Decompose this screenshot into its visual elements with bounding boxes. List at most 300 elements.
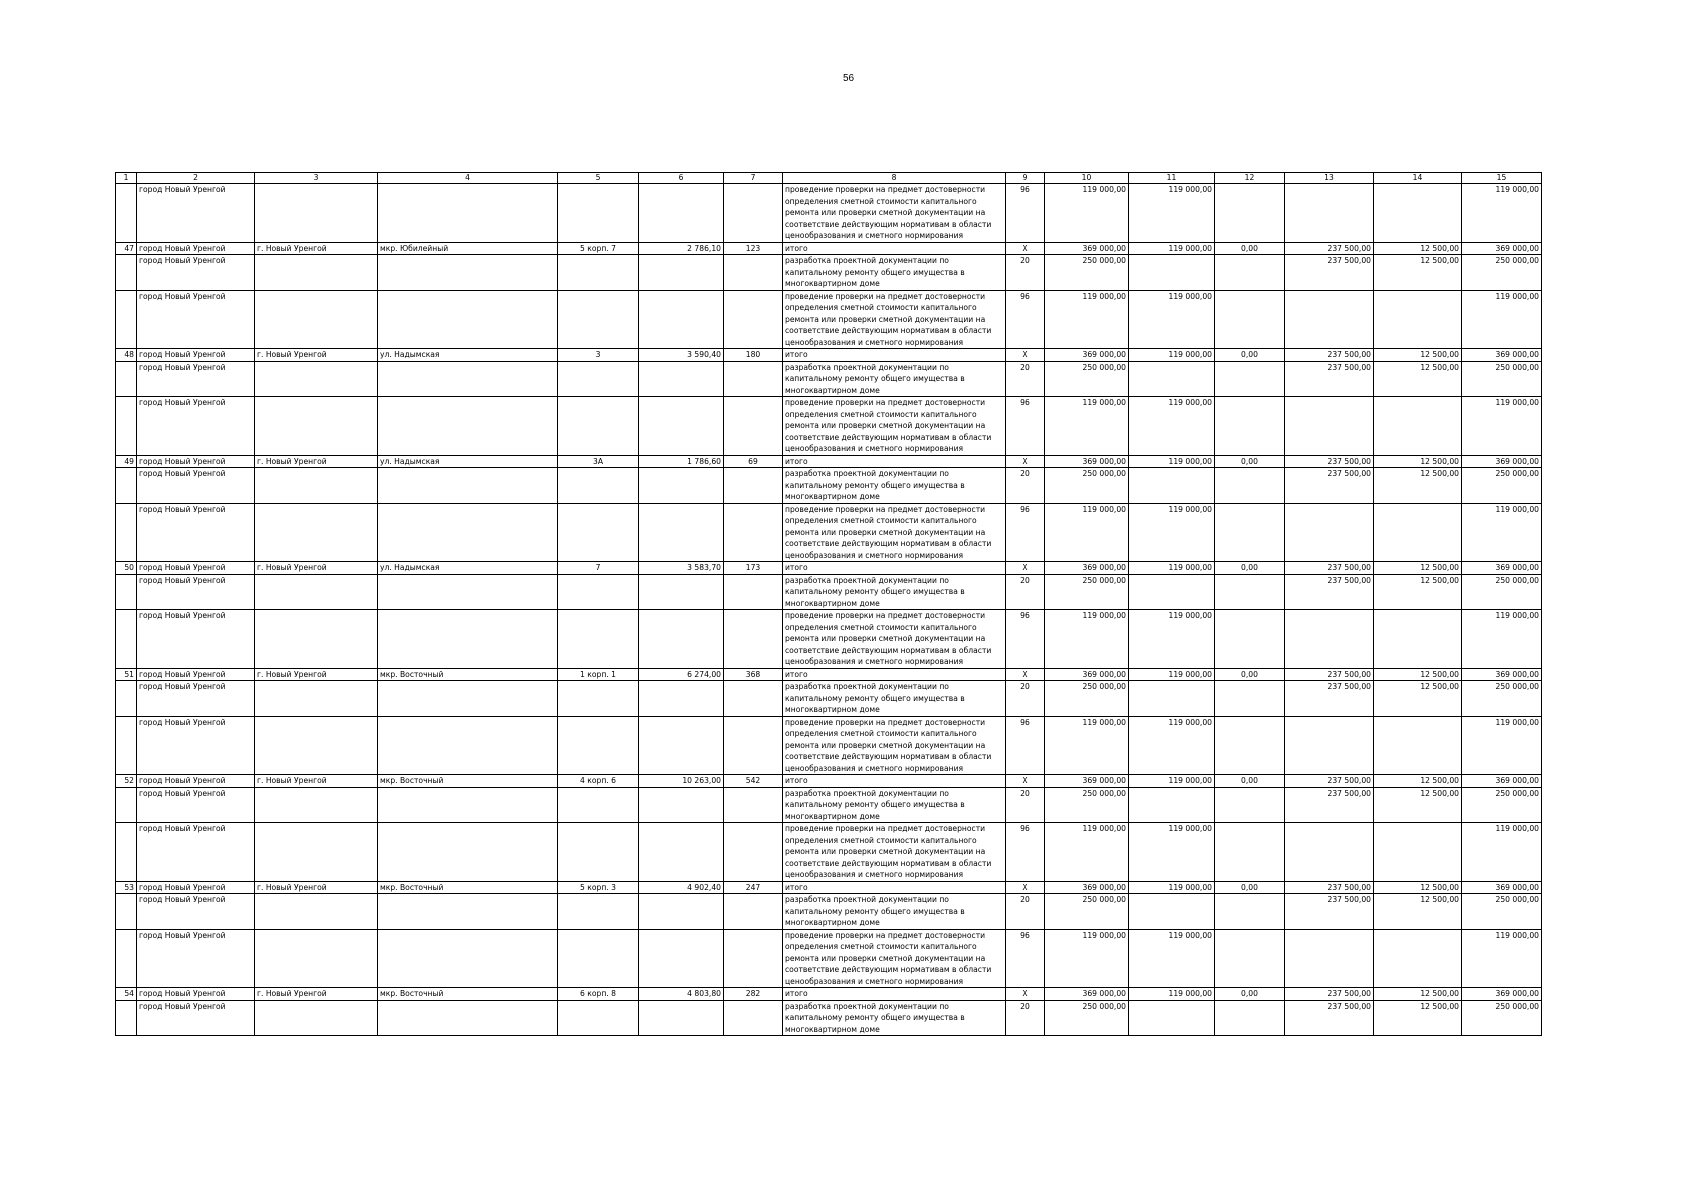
table-row xyxy=(116,929,1542,988)
column-header: 3 xyxy=(255,173,378,184)
table-cell: 20 xyxy=(1006,255,1045,291)
table-cell xyxy=(378,255,558,291)
table-cell xyxy=(1285,184,1374,243)
table-row xyxy=(116,562,1542,575)
table-cell xyxy=(116,1000,137,1036)
column-header: 11 xyxy=(1129,173,1215,184)
table-cell xyxy=(724,929,783,988)
column-header: 7 xyxy=(724,173,783,184)
table-row xyxy=(116,775,1542,788)
table-cell xyxy=(255,610,378,669)
table-cell xyxy=(1215,681,1285,717)
table-cell: 3 590,40 xyxy=(639,349,724,362)
table-cell xyxy=(1374,823,1462,882)
table-row xyxy=(116,361,1542,397)
table-cell xyxy=(378,610,558,669)
table-cell: 20 xyxy=(1006,1000,1045,1036)
table-cell: 1 корп. 1 xyxy=(558,668,639,681)
table-cell xyxy=(639,397,724,456)
table-cell: 12 500,00 xyxy=(1374,562,1462,575)
table-cell xyxy=(558,610,639,669)
table-cell: 119 000,00 xyxy=(1129,775,1215,788)
table-cell: 237 500,00 xyxy=(1285,1000,1374,1036)
table-cell: 20 xyxy=(1006,894,1045,930)
table-cell: 119 000,00 xyxy=(1045,184,1129,243)
table-cell: 48 xyxy=(116,349,137,362)
table-cell: 12 500,00 xyxy=(1374,349,1462,362)
table-cell xyxy=(558,574,639,610)
table-cell: 369 000,00 xyxy=(1045,455,1129,468)
table-cell: разработка проектной документации по капитальному ремонту общего имущества в многоквартирном доме xyxy=(783,255,1006,291)
table-cell: г. Новый Уренгой xyxy=(255,775,378,788)
table-cell: 119 000,00 xyxy=(1129,988,1215,1001)
table-cell: 119 000,00 xyxy=(1462,716,1542,775)
table-cell: 237 500,00 xyxy=(1285,574,1374,610)
table-cell xyxy=(1215,468,1285,504)
table-cell: итого xyxy=(783,988,1006,1001)
table-cell: город Новый Уренгой xyxy=(137,503,255,562)
table-cell: 237 500,00 xyxy=(1285,988,1374,1001)
table-cell: 50 xyxy=(116,562,137,575)
table-cell: 369 000,00 xyxy=(1045,988,1129,1001)
table-cell: 96 xyxy=(1006,184,1045,243)
table-cell: 0,00 xyxy=(1215,455,1285,468)
table-cell: город Новый Уренгой xyxy=(137,775,255,788)
table-cell xyxy=(724,823,783,882)
table-cell: город Новый Уренгой xyxy=(137,562,255,575)
table-cell: 12 500,00 xyxy=(1374,881,1462,894)
table-cell xyxy=(639,823,724,882)
table-cell: город Новый Уренгой xyxy=(137,894,255,930)
table-cell xyxy=(378,503,558,562)
table-cell xyxy=(1374,610,1462,669)
table-cell: 250 000,00 xyxy=(1045,255,1129,291)
table-cell xyxy=(639,255,724,291)
table-cell: 119 000,00 xyxy=(1129,668,1215,681)
table-cell xyxy=(255,184,378,243)
table-cell xyxy=(639,787,724,823)
table-cell xyxy=(1129,574,1215,610)
table-cell xyxy=(639,361,724,397)
table-cell xyxy=(255,681,378,717)
table-cell xyxy=(378,681,558,717)
table-cell xyxy=(724,787,783,823)
table-cell: разработка проектной документации по капитальному ремонту общего имущества в многоквартирном доме xyxy=(783,681,1006,717)
table-cell: город Новый Уренгой xyxy=(137,255,255,291)
table-cell xyxy=(255,255,378,291)
table-row xyxy=(116,349,1542,362)
table-cell: 119 000,00 xyxy=(1045,290,1129,349)
table-cell xyxy=(639,681,724,717)
table-cell xyxy=(1374,184,1462,243)
table-cell xyxy=(558,716,639,775)
table-cell xyxy=(1215,503,1285,562)
table-cell: 0,00 xyxy=(1215,988,1285,1001)
table-cell: 20 xyxy=(1006,681,1045,717)
table-body xyxy=(116,184,1542,1036)
table-cell: 369 000,00 xyxy=(1045,668,1129,681)
table-cell: 96 xyxy=(1006,929,1045,988)
table-cell: 12 500,00 xyxy=(1374,242,1462,255)
table-cell xyxy=(639,574,724,610)
table-cell: 237 500,00 xyxy=(1285,349,1374,362)
table-cell: итого xyxy=(783,242,1006,255)
table-cell: 119 000,00 xyxy=(1129,610,1215,669)
table-cell: город Новый Уренгой xyxy=(137,361,255,397)
table-cell xyxy=(1285,823,1374,882)
table-cell: город Новый Уренгой xyxy=(137,574,255,610)
table-cell: город Новый Уренгой xyxy=(137,349,255,362)
table-cell xyxy=(558,929,639,988)
table-cell: 542 xyxy=(724,775,783,788)
table-cell: 237 500,00 xyxy=(1285,361,1374,397)
table-cell xyxy=(639,716,724,775)
table-cell xyxy=(116,184,137,243)
table-cell: 0,00 xyxy=(1215,242,1285,255)
column-header: 4 xyxy=(378,173,558,184)
table-cell: 4 803,80 xyxy=(639,988,724,1001)
table-cell: проведение проверки на предмет достоверности определения сметной стоимости капитального ремонта или проверки сметной документации на соответствие действующим нормативам в области ценообразования и сметного нормирования xyxy=(783,929,1006,988)
table-cell: 282 xyxy=(724,988,783,1001)
table-cell xyxy=(255,468,378,504)
table-cell: 250 000,00 xyxy=(1045,468,1129,504)
table-cell: 250 000,00 xyxy=(1462,894,1542,930)
table-cell: 237 500,00 xyxy=(1285,787,1374,823)
table-cell xyxy=(1129,468,1215,504)
table-cell xyxy=(255,894,378,930)
table-row xyxy=(116,894,1542,930)
table-cell: 369 000,00 xyxy=(1462,242,1542,255)
table-cell xyxy=(639,503,724,562)
table-cell: итого xyxy=(783,562,1006,575)
table-cell xyxy=(378,716,558,775)
table-cell: 12 500,00 xyxy=(1374,455,1462,468)
table-cell: 369 000,00 xyxy=(1462,562,1542,575)
table-cell: 12 500,00 xyxy=(1374,894,1462,930)
table-cell xyxy=(255,787,378,823)
table-cell xyxy=(724,1000,783,1036)
table-cell xyxy=(116,823,137,882)
table-cell: проведение проверки на предмет достоверности определения сметной стоимости капитального ремонта или проверки сметной документации на соответствие действующим нормативам в области ценообразования и сметного нормирования xyxy=(783,503,1006,562)
table-cell: ул. Надымская xyxy=(378,562,558,575)
table-cell xyxy=(1285,929,1374,988)
table-cell: 119 000,00 xyxy=(1045,610,1129,669)
table-cell: 6 274,00 xyxy=(639,668,724,681)
table-cell: 119 000,00 xyxy=(1129,716,1215,775)
table-cell xyxy=(116,894,137,930)
table-cell xyxy=(639,894,724,930)
table-cell: 250 000,00 xyxy=(1462,1000,1542,1036)
table-cell: 0,00 xyxy=(1215,668,1285,681)
table-cell: итого xyxy=(783,775,1006,788)
table-cell xyxy=(558,894,639,930)
table-cell xyxy=(255,823,378,882)
table-cell xyxy=(116,574,137,610)
capital-repair-table xyxy=(115,172,1542,1036)
table-cell xyxy=(639,184,724,243)
table-cell: 12 500,00 xyxy=(1374,574,1462,610)
table-cell: 96 xyxy=(1006,397,1045,456)
table-cell xyxy=(558,397,639,456)
table-cell: г. Новый Уренгой xyxy=(255,242,378,255)
table-row xyxy=(116,881,1542,894)
table-row xyxy=(116,823,1542,882)
table-cell: 51 xyxy=(116,668,137,681)
table-cell xyxy=(724,397,783,456)
table-cell: 369 000,00 xyxy=(1045,242,1129,255)
table-cell: 69 xyxy=(724,455,783,468)
table-cell xyxy=(1285,397,1374,456)
table-cell: 119 000,00 xyxy=(1129,881,1215,894)
table-cell xyxy=(1215,1000,1285,1036)
table-row xyxy=(116,455,1542,468)
column-header: 12 xyxy=(1215,173,1285,184)
table-cell: 237 500,00 xyxy=(1285,242,1374,255)
table-cell: 2 786,10 xyxy=(639,242,724,255)
table-cell: X xyxy=(1006,988,1045,1001)
table-cell xyxy=(116,468,137,504)
table-cell: город Новый Уренгой xyxy=(137,988,255,1001)
table-cell: X xyxy=(1006,455,1045,468)
table-cell: проведение проверки на предмет достоверности определения сметной стоимости капитального ремонта или проверки сметной документации на соответствие действующим нормативам в области ценообразования и сметного нормирования xyxy=(783,610,1006,669)
table-cell: 96 xyxy=(1006,823,1045,882)
table-cell: г. Новый Уренгой xyxy=(255,668,378,681)
table-cell xyxy=(724,255,783,291)
table-cell: 0,00 xyxy=(1215,775,1285,788)
table-cell xyxy=(116,290,137,349)
table-cell: 250 000,00 xyxy=(1462,468,1542,504)
table-row xyxy=(116,503,1542,562)
table-cell: 20 xyxy=(1006,468,1045,504)
table-cell: X xyxy=(1006,242,1045,255)
table-row xyxy=(116,610,1542,669)
table-cell xyxy=(724,361,783,397)
table-cell xyxy=(558,681,639,717)
table-cell xyxy=(1374,716,1462,775)
column-header: 5 xyxy=(558,173,639,184)
table-cell: 54 xyxy=(116,988,137,1001)
table-cell: город Новый Уренгой xyxy=(137,716,255,775)
table-cell: 119 000,00 xyxy=(1129,397,1215,456)
table-cell: город Новый Уренгой xyxy=(137,787,255,823)
table-cell: 180 xyxy=(724,349,783,362)
table-cell: город Новый Уренгой xyxy=(137,290,255,349)
table-cell xyxy=(1215,787,1285,823)
table-cell xyxy=(116,255,137,291)
table-cell: 12 500,00 xyxy=(1374,1000,1462,1036)
table-cell: 119 000,00 xyxy=(1462,929,1542,988)
column-header: 13 xyxy=(1285,173,1374,184)
table-cell xyxy=(558,255,639,291)
table-cell xyxy=(116,929,137,988)
table-cell: город Новый Уренгой xyxy=(137,823,255,882)
table-cell: 369 000,00 xyxy=(1462,455,1542,468)
table-cell: 20 xyxy=(1006,574,1045,610)
table-cell xyxy=(1129,681,1215,717)
table-cell xyxy=(1374,290,1462,349)
table-cell: 369 000,00 xyxy=(1045,881,1129,894)
table-cell: город Новый Уренгой xyxy=(137,610,255,669)
table-cell: 250 000,00 xyxy=(1462,255,1542,291)
table-cell: разработка проектной документации по капитальному ремонту общего имущества в многоквартирном доме xyxy=(783,468,1006,504)
table-cell: проведение проверки на предмет достоверности определения сметной стоимости капитального ремонта или проверки сметной документации на соответствие действующим нормативам в области ценообразования и сметного нормирования xyxy=(783,823,1006,882)
table-cell xyxy=(558,823,639,882)
table-cell: 12 500,00 xyxy=(1374,468,1462,504)
table-cell: проведение проверки на предмет достоверности определения сметной стоимости капитального ремонта или проверки сметной документации на соответствие действующим нормативам в области ценообразования и сметного нормирования xyxy=(783,716,1006,775)
table-row xyxy=(116,574,1542,610)
table-cell: 237 500,00 xyxy=(1285,681,1374,717)
table-cell xyxy=(558,1000,639,1036)
table-cell xyxy=(116,681,137,717)
table-row xyxy=(116,184,1542,243)
table-cell: 250 000,00 xyxy=(1462,574,1542,610)
table-cell: 369 000,00 xyxy=(1045,349,1129,362)
table-cell: 119 000,00 xyxy=(1129,242,1215,255)
table-cell xyxy=(558,787,639,823)
table-cell xyxy=(255,290,378,349)
table-cell xyxy=(255,1000,378,1036)
table-cell xyxy=(255,397,378,456)
table-cell: 12 500,00 xyxy=(1374,787,1462,823)
table-cell xyxy=(116,397,137,456)
table-cell xyxy=(1215,397,1285,456)
table-cell: 119 000,00 xyxy=(1045,716,1129,775)
table-cell xyxy=(1215,823,1285,882)
table-cell: 3 xyxy=(558,349,639,362)
table-cell: 49 xyxy=(116,455,137,468)
table-cell: 369 000,00 xyxy=(1045,562,1129,575)
table-cell: ул. Надымская xyxy=(378,349,558,362)
table-cell xyxy=(116,610,137,669)
table-cell: 52 xyxy=(116,775,137,788)
table-cell: разработка проектной документации по капитальному ремонту общего имущества в многоквартирном доме xyxy=(783,787,1006,823)
table-cell: 250 000,00 xyxy=(1045,361,1129,397)
table-row xyxy=(116,397,1542,456)
table-cell: 12 500,00 xyxy=(1374,681,1462,717)
table-cell: X xyxy=(1006,775,1045,788)
table-cell xyxy=(116,361,137,397)
table-cell xyxy=(1129,894,1215,930)
table-cell xyxy=(639,1000,724,1036)
table-cell xyxy=(378,361,558,397)
table-cell: 119 000,00 xyxy=(1045,397,1129,456)
table-cell: 250 000,00 xyxy=(1045,894,1129,930)
table-cell: 250 000,00 xyxy=(1462,681,1542,717)
table-cell: 0,00 xyxy=(1215,562,1285,575)
table-cell xyxy=(116,787,137,823)
table-cell: 12 500,00 xyxy=(1374,668,1462,681)
table-cell xyxy=(724,894,783,930)
table-cell: X xyxy=(1006,562,1045,575)
column-number-header-row xyxy=(116,173,1542,184)
table-cell xyxy=(1285,290,1374,349)
table-cell xyxy=(558,503,639,562)
table-cell: г. Новый Уренгой xyxy=(255,562,378,575)
table-row xyxy=(116,681,1542,717)
table-cell: 20 xyxy=(1006,787,1045,823)
table-cell xyxy=(378,574,558,610)
table-cell: 119 000,00 xyxy=(1129,823,1215,882)
table-cell: 119 000,00 xyxy=(1045,929,1129,988)
table-cell: 250 000,00 xyxy=(1045,681,1129,717)
table-cell: мкр. Восточный xyxy=(378,668,558,681)
table-cell: проведение проверки на предмет достоверности определения сметной стоимости капитального ремонта или проверки сметной документации на соответствие действующим нормативам в области ценообразования и сметного нормирования xyxy=(783,184,1006,243)
table-cell: 119 000,00 xyxy=(1462,397,1542,456)
table-cell: 237 500,00 xyxy=(1285,255,1374,291)
table-cell xyxy=(724,610,783,669)
table-cell: X xyxy=(1006,668,1045,681)
table-cell: 369 000,00 xyxy=(1462,988,1542,1001)
table-cell: 369 000,00 xyxy=(1462,881,1542,894)
table-cell xyxy=(639,290,724,349)
table-row xyxy=(116,668,1542,681)
table-cell: 250 000,00 xyxy=(1462,361,1542,397)
table-cell xyxy=(639,929,724,988)
table-cell: 173 xyxy=(724,562,783,575)
table-cell xyxy=(1285,716,1374,775)
table-cell: 119 000,00 xyxy=(1462,610,1542,669)
table-cell: город Новый Уренгой xyxy=(137,668,255,681)
table-cell: 237 500,00 xyxy=(1285,775,1374,788)
table-cell: город Новый Уренгой xyxy=(137,468,255,504)
table-cell: 96 xyxy=(1006,503,1045,562)
table-cell: итого xyxy=(783,349,1006,362)
table-cell xyxy=(378,184,558,243)
table-cell: 119 000,00 xyxy=(1129,455,1215,468)
column-header: 2 xyxy=(137,173,255,184)
table-cell: 119 000,00 xyxy=(1462,503,1542,562)
table-cell: разработка проектной документации по капитальному ремонту общего имущества в многоквартирном доме xyxy=(783,1000,1006,1036)
column-header: 1 xyxy=(116,173,137,184)
table-cell xyxy=(255,716,378,775)
table-cell: мкр. Восточный xyxy=(378,988,558,1001)
table-cell xyxy=(558,468,639,504)
table-cell xyxy=(558,361,639,397)
table-row xyxy=(116,255,1542,291)
column-header: 14 xyxy=(1374,173,1462,184)
table-cell xyxy=(378,787,558,823)
table-cell xyxy=(1215,574,1285,610)
table-cell xyxy=(1215,255,1285,291)
table-cell: 250 000,00 xyxy=(1045,787,1129,823)
table-cell xyxy=(1215,929,1285,988)
table-cell xyxy=(639,610,724,669)
table-cell: город Новый Уренгой xyxy=(137,681,255,717)
table-cell xyxy=(1215,184,1285,243)
table-cell: 119 000,00 xyxy=(1129,184,1215,243)
table-cell: 123 xyxy=(724,242,783,255)
table-cell: 250 000,00 xyxy=(1045,574,1129,610)
table-cell: 10 263,00 xyxy=(639,775,724,788)
table-cell xyxy=(255,361,378,397)
table-cell: разработка проектной документации по капитальному ремонту общего имущества в многоквартирном доме xyxy=(783,894,1006,930)
table-cell: разработка проектной документации по капитальному ремонту общего имущества в многоквартирном доме xyxy=(783,574,1006,610)
table-cell xyxy=(724,716,783,775)
column-header: 6 xyxy=(639,173,724,184)
table-cell: 119 000,00 xyxy=(1045,823,1129,882)
table-cell: 12 500,00 xyxy=(1374,361,1462,397)
table-cell: город Новый Уренгой xyxy=(137,397,255,456)
table-cell: 119 000,00 xyxy=(1462,184,1542,243)
table-cell: г. Новый Уренгой xyxy=(255,988,378,1001)
table-cell: город Новый Уренгой xyxy=(137,184,255,243)
table-cell: 250 000,00 xyxy=(1045,1000,1129,1036)
table-cell xyxy=(378,894,558,930)
table-cell xyxy=(724,503,783,562)
table-cell: 119 000,00 xyxy=(1129,562,1215,575)
table-cell xyxy=(1215,716,1285,775)
table-cell: 237 500,00 xyxy=(1285,455,1374,468)
